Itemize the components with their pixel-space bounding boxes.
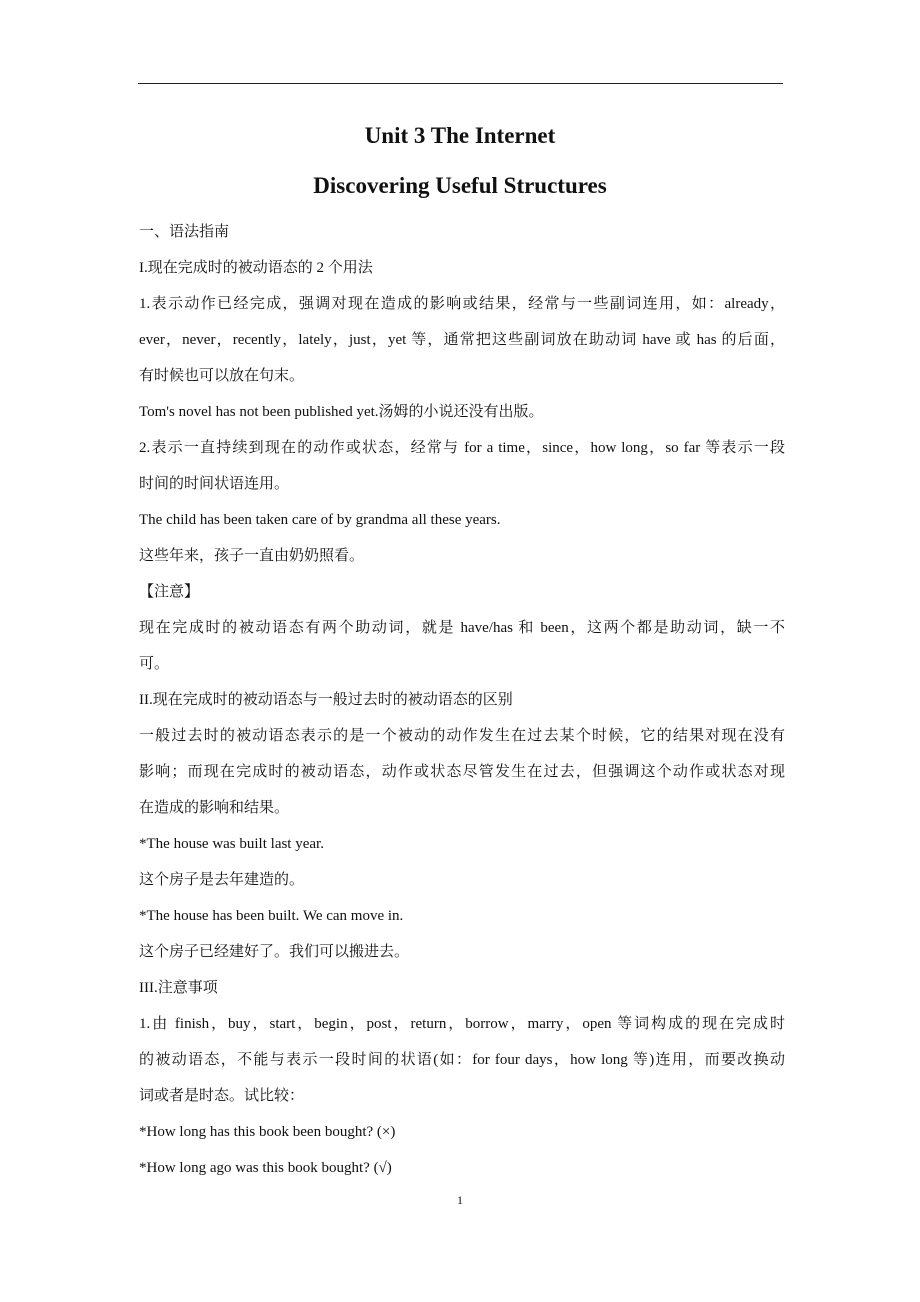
paragraph-line: 影响；而现在完成时的被动语态，动作或状态尽管发生在过去，但强调这个动作或状态对现 xyxy=(139,764,785,780)
paragraph-line: 可。 xyxy=(139,656,170,672)
paragraph-line: 在造成的影响和结果。 xyxy=(139,800,290,816)
document-body xyxy=(139,214,785,1186)
paragraph-line: 的被动语态，不能与表示一段时间的状语(如：for four days，how long 等)连用，而要改换动 xyxy=(139,1052,785,1068)
example-translation: 这个房子是去年建造的。 xyxy=(139,872,305,888)
paragraph-line: 词或者是时态。试比较： xyxy=(139,1088,305,1104)
note-heading: 【注意】 xyxy=(139,584,200,600)
example-sentence: *How long ago was this book bought? (√) xyxy=(139,1160,392,1176)
section-heading-grammar-guide: 一、语法指南 xyxy=(139,224,230,240)
example-sentence: *The house has been built. We can move in. xyxy=(139,908,404,924)
paragraph-line: 有时候也可以放在句末。 xyxy=(139,368,305,384)
example-sentence: *How long has this book been bought? (×) xyxy=(139,1124,396,1140)
paragraph-line: ever，never，recently，lately，just，yet 等，通常把这些副词放在助动词 have 或 has 的后面， xyxy=(139,332,785,348)
example-sentence: Tom's novel has not been published yet.汤姆的小说还没有出版。 xyxy=(139,404,544,420)
subheading-difference: II.现在完成时的被动语态与一般过去时的被动语态的区别 xyxy=(139,692,513,708)
subheading-notes: III.注意事项 xyxy=(139,980,218,996)
page-number: 1 xyxy=(457,1193,463,1207)
paragraph-line: 1.由 finish，buy，start，begin，post，return，borrow，marry，open 等词构成的现在完成时 xyxy=(139,1016,785,1032)
header-rule xyxy=(138,83,783,84)
document-subtitle: Discovering Useful Structures xyxy=(313,173,607,198)
subheading-usage: I.现在完成时的被动语态的 2 个用法 xyxy=(139,260,373,276)
document-title: Unit 3 The Internet xyxy=(364,123,556,148)
paragraph-line: 一般过去时的被动语态表示的是一个被动的动作发生在过去某个时候，它的结果对现在没有 xyxy=(139,728,785,744)
example-sentence: The child has been taken care of by grandma all these years. xyxy=(139,512,501,528)
paragraph-line: 2.表示一直持续到现在的动作或状态，经常与 for a time，since，how long，so far 等表示一段 xyxy=(139,440,785,456)
paragraph-line: 1.表示动作已经完成，强调对现在造成的影响或结果，经常与一些副词连用，如：already， xyxy=(139,296,785,312)
example-sentence: *The house was built last year. xyxy=(139,836,324,852)
example-translation: 这个房子已经建好了。我们可以搬进去。 xyxy=(139,944,410,960)
example-translation: 这些年来，孩子一直由奶奶照看。 xyxy=(139,548,365,564)
paragraph-line: 现在完成时的被动语态有两个助动词，就是 have/has 和 been，这两个都是助动词，缺一不 xyxy=(139,620,785,636)
paragraph-line: 时间的时间状语连用。 xyxy=(139,476,290,492)
